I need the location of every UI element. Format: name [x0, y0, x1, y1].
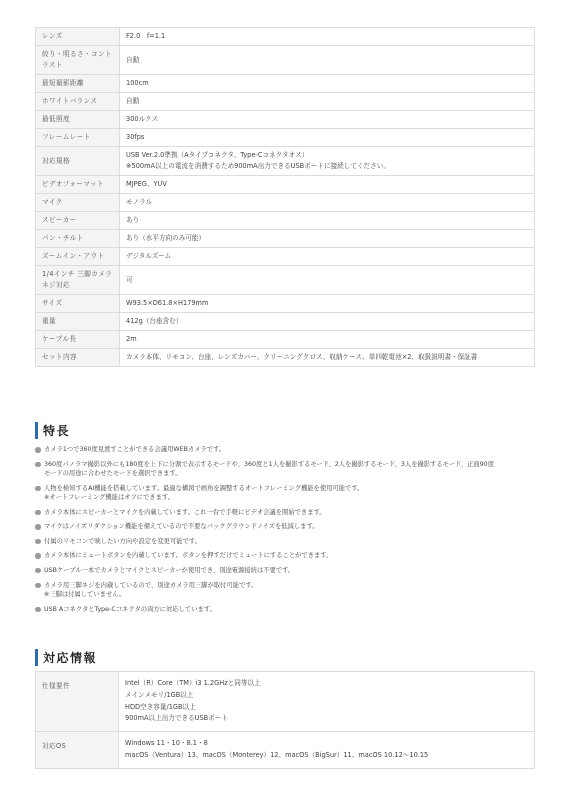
compat-value-line: メインメモリ/1GB以上: [125, 690, 194, 699]
spec-value-line: 100cm: [126, 79, 149, 87]
spec-table: [35, 27, 535, 367]
compat-heading: [35, 649, 97, 666]
spec-row: [36, 295, 535, 313]
spec-value: [120, 295, 535, 313]
bullet-icon: [35, 462, 41, 468]
feature-item: [35, 522, 540, 531]
spec-row: [36, 176, 535, 194]
spec-value: [120, 111, 535, 129]
bullet-icon: [35, 568, 41, 574]
feature-text: 人物を検知するAI機能を搭載しています。最適な構図で画角を調整するオートフレーミング機能を使用可能です。: [44, 484, 364, 492]
feature-text: カメラ本体にミュートボタンを内蔵しています。ボタンを押すだけでミュートにすることができます。: [44, 552, 333, 560]
spec-row: [36, 248, 535, 266]
compat-label: 対応OS: [36, 732, 119, 769]
spec-label: 絞り・明るさ・コントラスト: [36, 46, 120, 75]
bullet-icon: [35, 486, 41, 492]
spec-value-line: ※500mA以上の電流を消費するため900mA出力できるUSBポートに接続してください。: [126, 162, 390, 170]
heading-accent-bar: [35, 422, 38, 439]
spec-value-line: F2.0 f=1.1: [126, 32, 166, 40]
spec-value-line: USB Ver.2.0準拠（Aタイプコネクタ、Type-Cコネクタオス）: [126, 151, 309, 159]
spec-value-line: あり: [126, 216, 140, 224]
spec-label: スピーカー: [36, 212, 120, 230]
feature-text: 360度パノラマ撮影以外にも180度を上下に分割で表示するモードや、360度と1人を撮影するモード、2人を撮影するモード、3人を撮影するモード、正面90度: [44, 460, 494, 468]
feature-item: [35, 484, 540, 503]
spec-value: [120, 147, 535, 176]
heading-accent-bar: [35, 649, 38, 666]
compat-value-line: Windows 11・10・8.1・8: [125, 739, 208, 748]
bullet-icon: [35, 553, 41, 559]
features-title: 特長: [43, 424, 71, 438]
spec-row: [36, 111, 535, 129]
spec-value: [120, 93, 535, 111]
spec-value: [120, 349, 535, 367]
bullet-icon: [35, 539, 41, 545]
bullet-icon: [35, 524, 41, 530]
feature-text: マイクはノイズリダクション機能を備えているので不要なバックグラウンドノイズを低減します。: [44, 523, 319, 531]
spec-label: フレームレート: [36, 129, 120, 147]
spec-value: [120, 176, 535, 194]
feature-item: [35, 551, 540, 560]
spec-label: 重量: [36, 313, 120, 331]
spec-value: [120, 194, 535, 212]
spec-row: [36, 313, 535, 331]
feature-text: USBケーブル一本でカメラとマイクとスピーカーが使用でき、別途電源接続は不要です。: [44, 566, 295, 574]
compat-value-line: 900mA以上出力できるUSBポート: [125, 714, 228, 723]
compat-value: [119, 732, 535, 769]
feature-text: モードの用途に合わせたモードを選択できます。: [44, 470, 182, 477]
feature-item: [35, 537, 540, 546]
spec-label: 最短撮影距離: [36, 75, 120, 93]
spec-value-line: あり（水平方向のみ可能）: [126, 234, 206, 242]
spec-value: [120, 313, 535, 331]
spec-value: [120, 248, 535, 266]
spec-label: ホワイトバランス: [36, 93, 120, 111]
spec-row: [36, 266, 535, 295]
spec-value: [120, 75, 535, 93]
spec-value: [120, 331, 535, 349]
spec-value-line: 自動: [126, 55, 140, 64]
spec-value: [120, 46, 535, 75]
spec-value-line: 300ルクス: [126, 115, 159, 123]
compat-value-line: HDD空き容量/1GB以上: [125, 702, 196, 711]
spec-value: [120, 230, 535, 248]
spec-value-line: モノラル: [126, 198, 153, 206]
spec-value-line: 412g（台座含む）: [126, 317, 183, 325]
spec-value-line: W93.5×D61.8×H179mm: [126, 299, 209, 307]
compat-title: 対応情報: [43, 651, 98, 665]
spec-row: [36, 93, 535, 111]
spec-row: [36, 331, 535, 349]
feature-item: [35, 508, 540, 517]
spec-label: ビデオフォーマット: [36, 176, 120, 194]
spec-label: レンズ: [36, 28, 120, 46]
spec-row: [36, 46, 535, 75]
compat-label: 仕様要件: [36, 672, 119, 732]
spec-row: [36, 129, 535, 147]
spec-row: [36, 230, 535, 248]
bullet-icon: [35, 447, 41, 453]
compat-value: [119, 672, 535, 732]
spec-label: マイク: [36, 194, 120, 212]
spec-label: 最低照度: [36, 111, 120, 129]
spec-label: 1/4インチ 三脚カメラネジ対応: [36, 266, 120, 295]
feature-text: ※オートフレーミング機能はオフにできます。: [44, 494, 174, 501]
spec-value-line: 2m: [126, 335, 137, 343]
compat-value-line: Intel（R）Core（TM）i3 1.2GHzと同等以上: [125, 679, 261, 687]
spec-value: [120, 266, 535, 295]
spec-row: [36, 75, 535, 93]
features-heading: [35, 422, 70, 439]
bullet-icon: [35, 510, 41, 516]
spec-row: [36, 212, 535, 230]
spec-label: サイズ: [36, 295, 120, 313]
spec-value-line: デジタルズーム: [126, 252, 172, 260]
feature-text: カメラ本体にスピーカーとマイクを内蔵しています。これ一台で手軽にビデオ会議を開始できます。: [44, 508, 326, 516]
feature-item: [35, 566, 540, 575]
spec-value-line: カメラ本体、リモコン、台座、レンズカバー、クリーニングクロス、収納ケース、単四乾電池×2、取扱説明書・保証書: [126, 353, 478, 361]
feature-item: [35, 445, 540, 454]
spec-value-line: 30fps: [126, 133, 145, 141]
feature-text: カメラ1つで360度見渡すことができる会議用WEBカメラです。: [44, 446, 226, 453]
spec-value: [120, 212, 535, 230]
spec-label: パン・チルト: [36, 230, 120, 248]
feature-text: ※三脚は付属していません。: [44, 590, 126, 598]
feature-text: カメラ用三脚ネジを内蔵しているので、別途カメラ用三脚が取付可能です。: [44, 581, 258, 589]
feature-text: USB AコネクタとType-Cコネクタの両方に対応しています。: [44, 605, 216, 613]
compat-value-line: macOS（Ventura）13、macOS（Monterey）12、macOS（BigSur）11、macOS 10.12〜10.15: [125, 750, 429, 759]
feature-text: 付属のリモコンで映したい方向や設定を変更可能です。: [44, 537, 201, 545]
spec-value: [120, 28, 535, 46]
feature-item: [35, 460, 540, 479]
spec-label: 対応規格: [36, 147, 120, 176]
bullet-icon: [35, 583, 41, 589]
spec-row: [36, 349, 535, 367]
spec-row: [36, 28, 535, 46]
spec-label: ケーブル長: [36, 331, 120, 349]
spec-row: [36, 194, 535, 212]
spec-value-line: 可: [126, 275, 133, 284]
compat-row: [36, 732, 535, 769]
features-list: [35, 445, 540, 619]
spec-label: セット内容: [36, 349, 120, 367]
feature-item: [35, 605, 540, 614]
spec-value-line: MJPEG、YUV: [126, 180, 167, 188]
spec-row: [36, 147, 535, 176]
bullet-icon: [35, 607, 41, 613]
feature-item: [35, 581, 540, 600]
spec-value-line: 自動: [126, 97, 140, 105]
spec-label: ズームイン・アウト: [36, 248, 120, 266]
compat-table: [35, 671, 535, 769]
spec-value: [120, 129, 535, 147]
compat-row: [36, 672, 535, 732]
